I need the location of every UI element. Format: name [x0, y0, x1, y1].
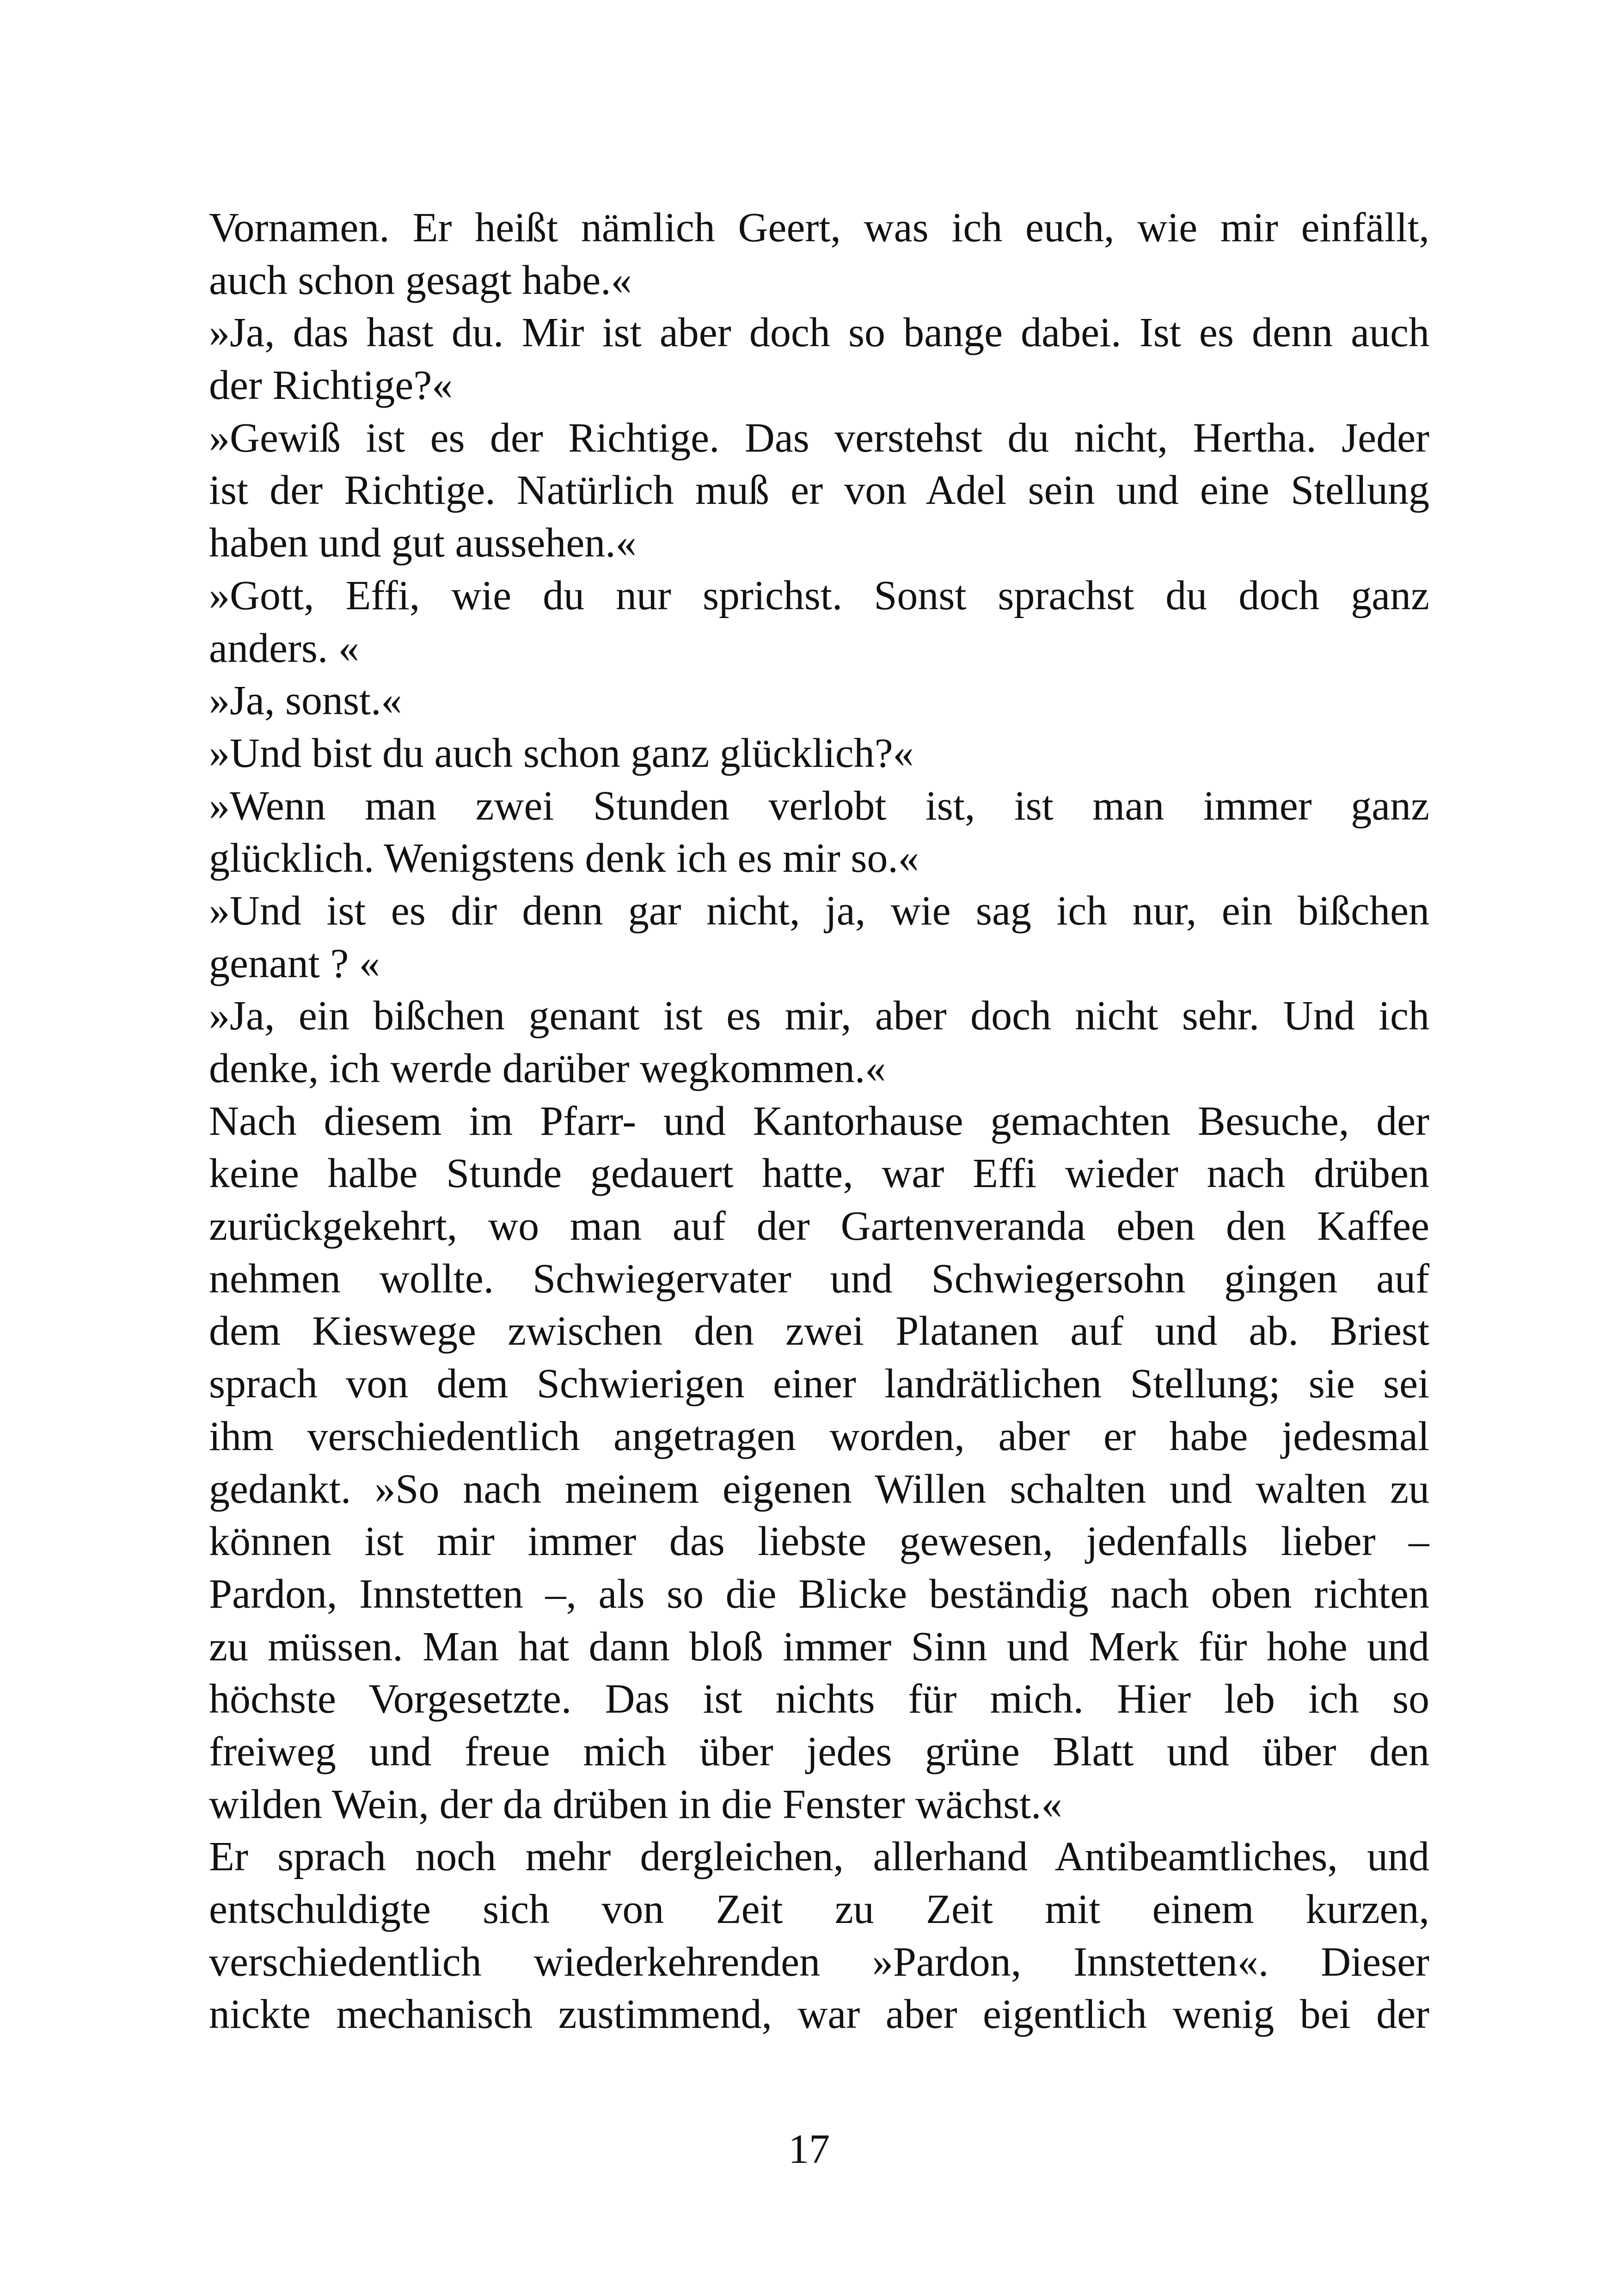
text-line: genant ? « [209, 940, 380, 986]
text-line: haben und gut aussehen.« [209, 520, 637, 566]
text-line: wilden Wein, der da drüben in die Fenster wächst.« [209, 1781, 1062, 1827]
text-line: keine halbe Stunde gedauert hatte, war Effi wieder nach drüben [209, 1151, 1429, 1197]
text-line: »Ja, sonst.« [209, 678, 402, 724]
text-line: »Und ist es dir denn gar nicht, ja, wie sag ich nur, ein bißchen [209, 888, 1429, 934]
text-line: freiweg und freue mich über jedes grüne Blatt und über den [209, 1728, 1429, 1775]
text-line: nehmen wollte. Schwiegervater und Schwiegersohn gingen auf [209, 1255, 1429, 1302]
text-line: »Wenn man zwei Stunden verlobt ist, ist man immer ganz [209, 783, 1429, 829]
text-line: der Richtige?« [209, 362, 453, 409]
text-line: denke, ich werde darüber wegkommen.« [209, 1046, 886, 1091]
text-line: zu müssen. Man hat dann bloß immer Sinn und Merk für hohe und [209, 1623, 1429, 1670]
page-number: 17 [788, 2126, 830, 2172]
text-line: »Ja, ein bißchen genant ist es mir, aber doch nicht sehr. Und ich [209, 993, 1429, 1039]
text-line: höchste Vorgesetzte. Das ist nichts für mich. Hier leb ich so [209, 1676, 1429, 1722]
text-line: ihm verschiedentlich angetragen worden, aber er habe jedesmal [209, 1413, 1429, 1459]
text-line: nickte mechanisch zustimmend, war aber eigentlich wenig bei der [209, 1991, 1429, 2038]
text-line: glücklich. Wenigstens denk ich es mir so.« [209, 835, 919, 882]
text-line: entschuldigte sich von Zeit zu Zeit mit einem kurzen, [209, 1886, 1429, 1932]
body-text [209, 202, 1429, 2041]
text-line: »Ja, das hast du. Mir ist aber doch so bange dabei. Ist es denn auch [209, 310, 1429, 356]
text-line: sprach von dem Schwierigen einer landrätlichen Stellung; sie sei [209, 1361, 1429, 1407]
text-line: »Gewiß ist es der Richtige. Das verstehst du nicht, Hertha. Jeder [209, 415, 1429, 461]
text-line: anders. « [209, 625, 359, 671]
text-line: zurückgekehrt, wo man auf der Gartenveranda eben den Kaffee [209, 1203, 1429, 1249]
text-line: Pardon, Innstetten –, als so die Blicke beständig nach oben richten [209, 1571, 1429, 1617]
text-line: Nach diesem im Pfarr- und Kantorhause gemachten Besuche, der [209, 1098, 1429, 1144]
text-line: gedankt. »So nach meinem eigenen Willen schalten und walten zu [209, 1466, 1429, 1512]
text-line: auch schon gesagt habe.« [209, 257, 632, 303]
text-line: Vornamen. Er heißt nämlich Geert, was ich euch, wie mir einfällt, [209, 205, 1429, 251]
text-line: »Gott, Effi, wie du nur sprichst. Sonst sprachst du doch ganz [209, 572, 1429, 618]
text-line: »Und bist du auch schon ganz glücklich?« [209, 730, 914, 776]
text-line: dem Kieswege zwischen den zwei Platanen auf und ab. Briest [209, 1308, 1429, 1354]
text-line: verschiedentlich wiederkehrenden »Pardon, Innstetten«. Dieser [209, 1939, 1429, 1985]
text-line: können ist mir immer das liebste gewesen, jedenfalls lieber – [209, 1518, 1429, 1565]
text-line: ist der Richtige. Natürlich muß er von Adel sein und eine Stellung [209, 467, 1429, 514]
text-line: Er sprach noch mehr dergleichen, allerhand Antibeamtliches, und [209, 1834, 1429, 1880]
